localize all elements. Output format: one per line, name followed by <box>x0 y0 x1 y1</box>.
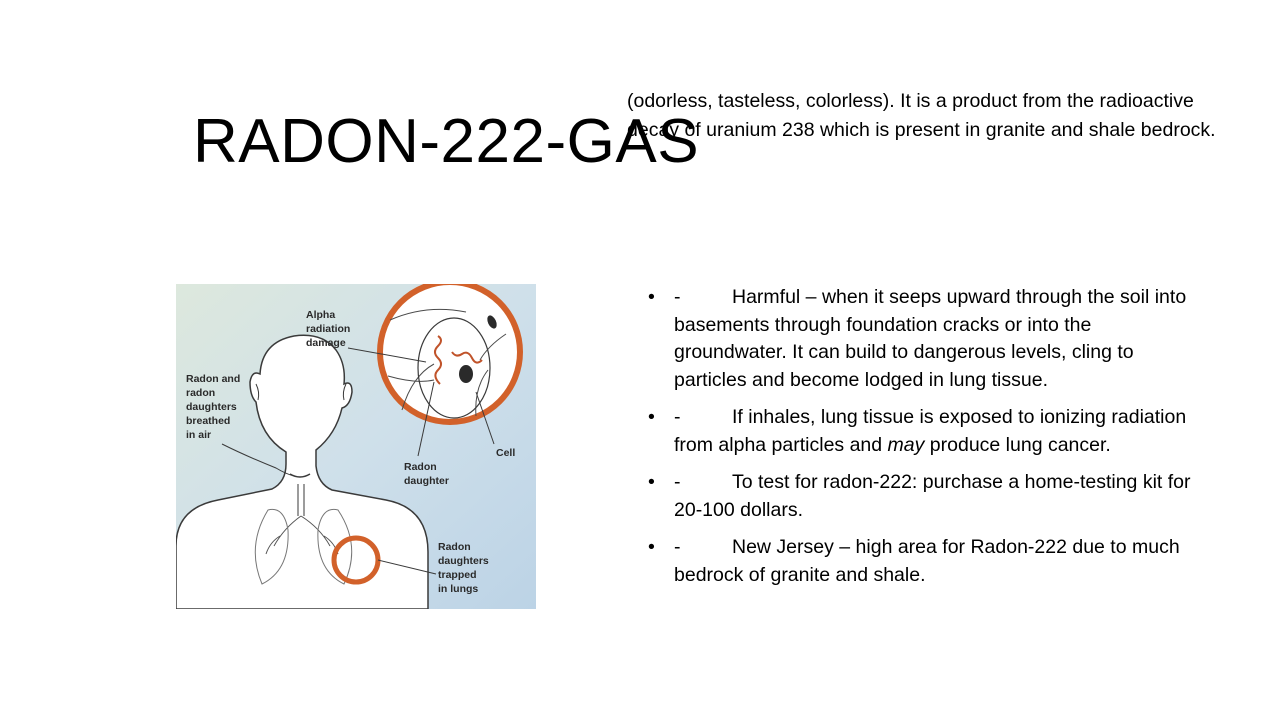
bullet-item-new-jersey <box>648 534 1193 589</box>
bullet-item-testing <box>648 469 1193 524</box>
bullet-marker: • <box>648 286 655 308</box>
label-trapped-4: in lungs <box>438 583 479 595</box>
bullet-item-inhale <box>648 404 1193 459</box>
label-radon-4: breathed <box>186 415 231 427</box>
bullet-marker: • <box>648 536 655 558</box>
label-radon-1: Radon and <box>186 373 241 385</box>
label-radon-2: radon <box>186 387 216 399</box>
bullet-dash: - <box>674 471 681 493</box>
intro-text: (odorless, tasteless, colorless). It is a product from the radioactive decay of uranium 238 which is present in granite and shale bedrock. <box>627 90 1216 141</box>
label-alpha-3: damage <box>306 337 346 349</box>
bullet-marker: • <box>648 471 655 493</box>
bullet-list <box>648 284 1193 599</box>
label-alpha-1: Alpha <box>306 309 336 321</box>
label-radon-3: daughters <box>186 401 237 413</box>
bullet-item-harmful <box>648 284 1193 394</box>
bullet-text: Harmful – when it seeps upward through the soil into basements through foundation cracks or into the groundwater. It can build to dangerous levels, cling to particles and become lodged in lung tissue. <box>674 286 1187 391</box>
label-trapped-2: daughters <box>438 555 489 567</box>
label-alpha-2: radiation <box>306 323 351 335</box>
label-daughter-1: Radon <box>404 461 437 473</box>
bullet-text: New Jersey – high area for Radon-222 due to much bedrock of granite and shale. <box>674 536 1180 586</box>
label-radon-5: in air <box>186 429 212 441</box>
radon-lung-diagram <box>176 284 536 609</box>
bullet-text: If inhales, lung tissue is exposed to ionizing radiation from alpha particles and <box>674 406 1187 456</box>
bullet-dash: - <box>674 536 681 558</box>
slide-title: RADON-222-GAS <box>193 107 700 176</box>
diagram-graphic <box>176 284 536 609</box>
label-daughter-2: daughter <box>404 475 449 487</box>
bullet-text-tail: produce lung cancer. <box>924 433 1111 456</box>
cell-nucleus <box>459 365 473 383</box>
bullet-dash: - <box>674 286 681 308</box>
label-trapped-1: Radon <box>438 541 471 553</box>
bullet-emphasis: may <box>887 433 925 456</box>
label-trapped-3: trapped <box>438 569 477 581</box>
bullet-marker: • <box>648 406 655 428</box>
bullet-dash: - <box>674 406 681 428</box>
bullet-text: To test for radon-222: purchase a home-testing kit for 20-100 dollars. <box>674 471 1191 521</box>
label-cell: Cell <box>496 447 516 459</box>
